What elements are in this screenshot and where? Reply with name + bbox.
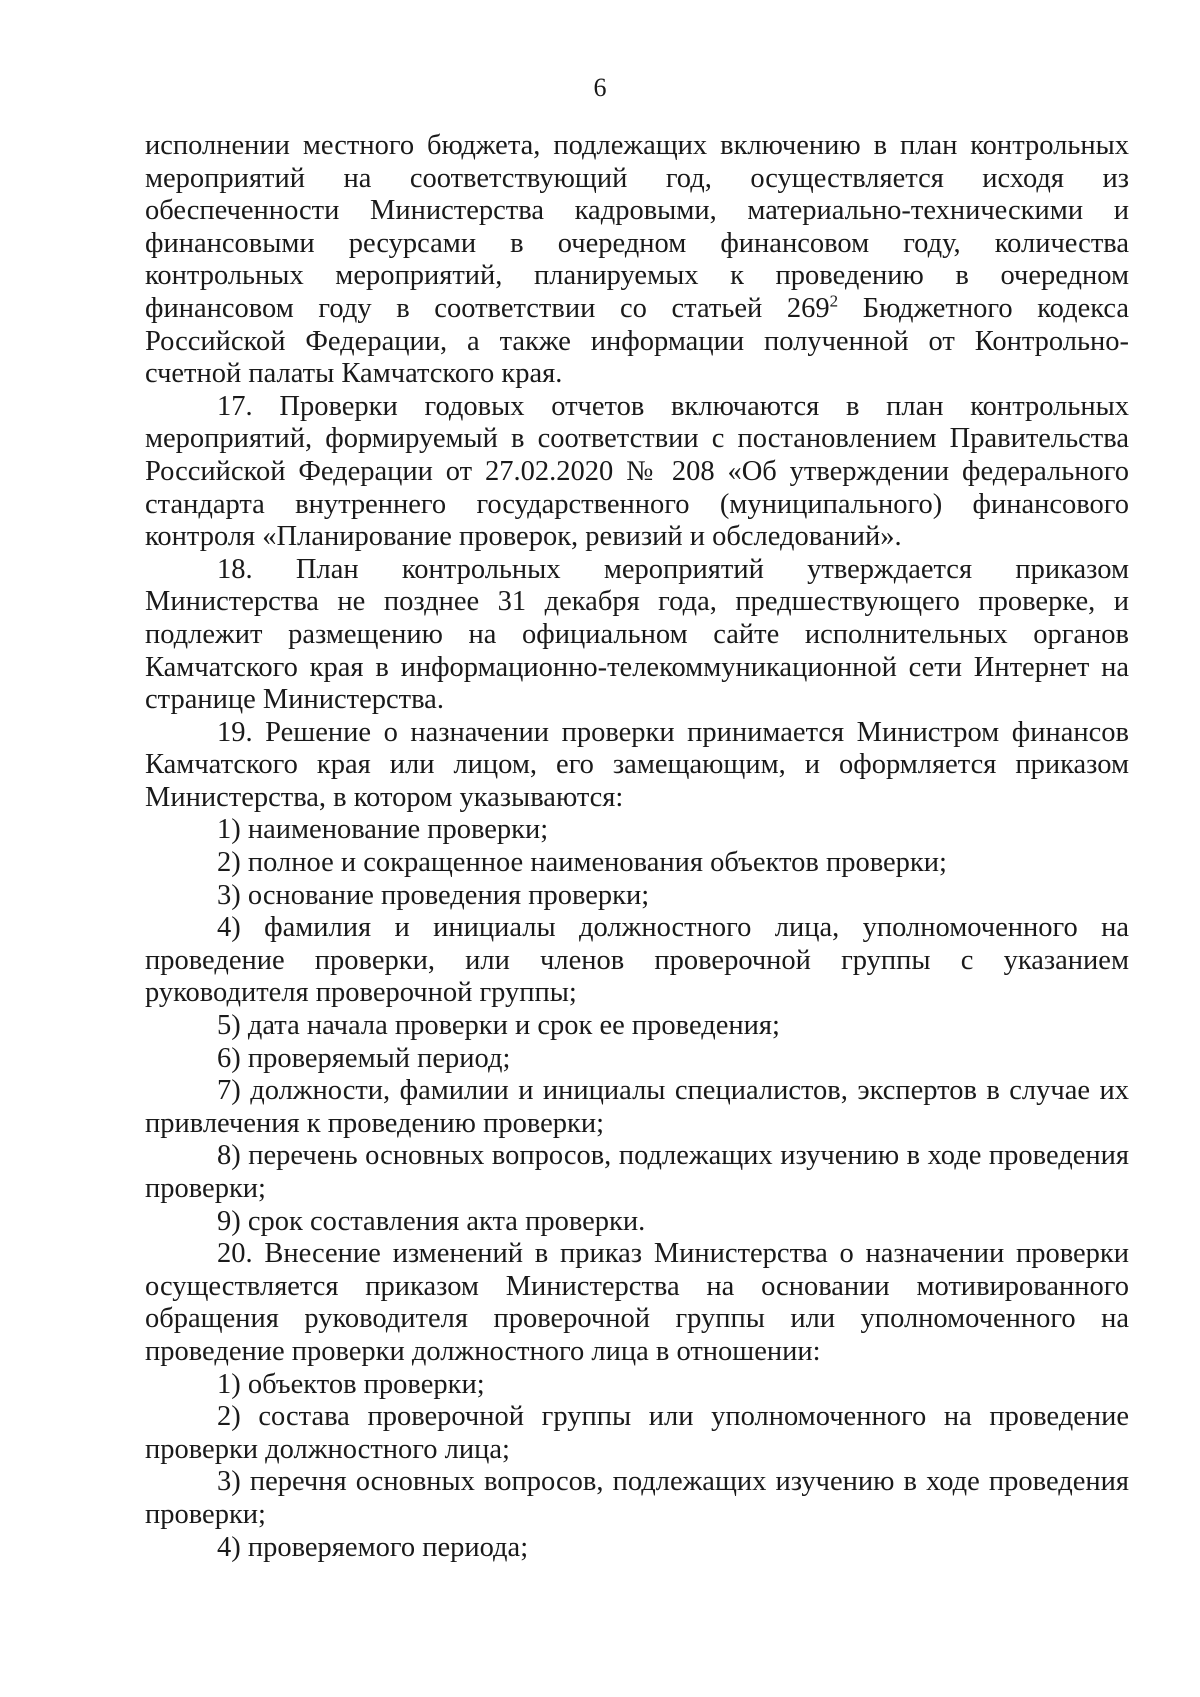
list-item-20-1: 1) объектов проверки; [217,1368,485,1400]
list-item-19-7: 7) должности, фамилии и инициалы специалистов, экспертов в случае их привлечения к проведению проверки; [145,1075,1129,1139]
page-number: 6 [593,73,607,102]
list-item-19-4: 4) фамилия и инициалы должностного лица, уполномоченного на проведение проверки, или членов проверочной группы с указанием руководителя проверочной группы; [145,912,1129,1009]
list-item-19-8: 8) перечень основных вопросов, подлежащих изучению в ходе проведения проверки; [145,1140,1129,1204]
list-item-19-6: 6) проверяемый период; [217,1042,511,1074]
document-body [145,130,1129,1564]
paragraph-17: 17. Проверки годовых отчетов включаются в план контрольных мероприятий, формируемый в соответствии с постановлением Правительства Российской Федерации от 27.02.2020 № 208 «Об утверждении федерального стандарта внутреннего государственного (муниципального) финансового контроля «Планирование проверок, ревизий и обследований». [145,390,1129,553]
list-item-19-9: 9) срок составления акта проверки. [217,1205,646,1237]
list-item-20-4: 4) проверяемого периода; [217,1531,529,1563]
list-item-19-1: 1) наименование проверки; [217,814,549,846]
list-item-19-2: 2) полное и сокращенное наименования объектов проверки; [217,847,947,879]
paragraph-continuation [145,130,1129,391]
paragraph-continuation-part-1: исполнении местного бюджета, подлежащих включению в план контрольных мероприятий на соответствующий год, осуществляется исходя из обеспеченности Министерства кадровыми, материально-техническими и финансовыми ресурсами в очередном финансовом году, количества контрольных мероприятий, планируемых к проведению в очередном финансовом году в соответствии со статьей 269 [145,130,1129,324]
paragraph-continuation-part-2: Бюджетного кодекса Российской Федерации, а также информации полученной от Контрольно-счетной палаты Камчатского края. [145,292,1130,390]
paragraph-18: 18. План контрольных мероприятий утверждается приказом Министерства не позднее 31 декабря года, предшествующего проверке, и подлежит размещению на официальном сайте исполнительных органов Камчатского края в информационно-телекоммуникационной сети Интернет на странице Министерства. [145,553,1129,716]
list-item-19-3: 3) основание проведения проверки; [217,879,650,911]
list-item-20-3: 3) перечня основных вопросов, подлежащих изучению в ходе проведения проверки; [145,1466,1129,1530]
list-item-19-5: 5) дата начала проверки и срок ее проведения; [217,1010,780,1042]
list-item-20-2: 2) состава проверочной группы или уполномоченного на проведение проверки должностного лица; [145,1401,1129,1465]
paragraph-20: 20. Внесение изменений в приказ Министерства о назначении проверки осуществляется приказом Министерства на основании мотивированного обращения руководителя проверочной группы или уполномоченного на проведение проверки должностного лица в отношении: [145,1238,1129,1367]
footnote-superscript: 2 [829,291,839,311]
paragraph-19: 19. Решение о назначении проверки принимается Министром финансов Камчатского края или лицом, его замещающим, и оформляется приказом Министерства, в котором указываются: [145,716,1129,813]
